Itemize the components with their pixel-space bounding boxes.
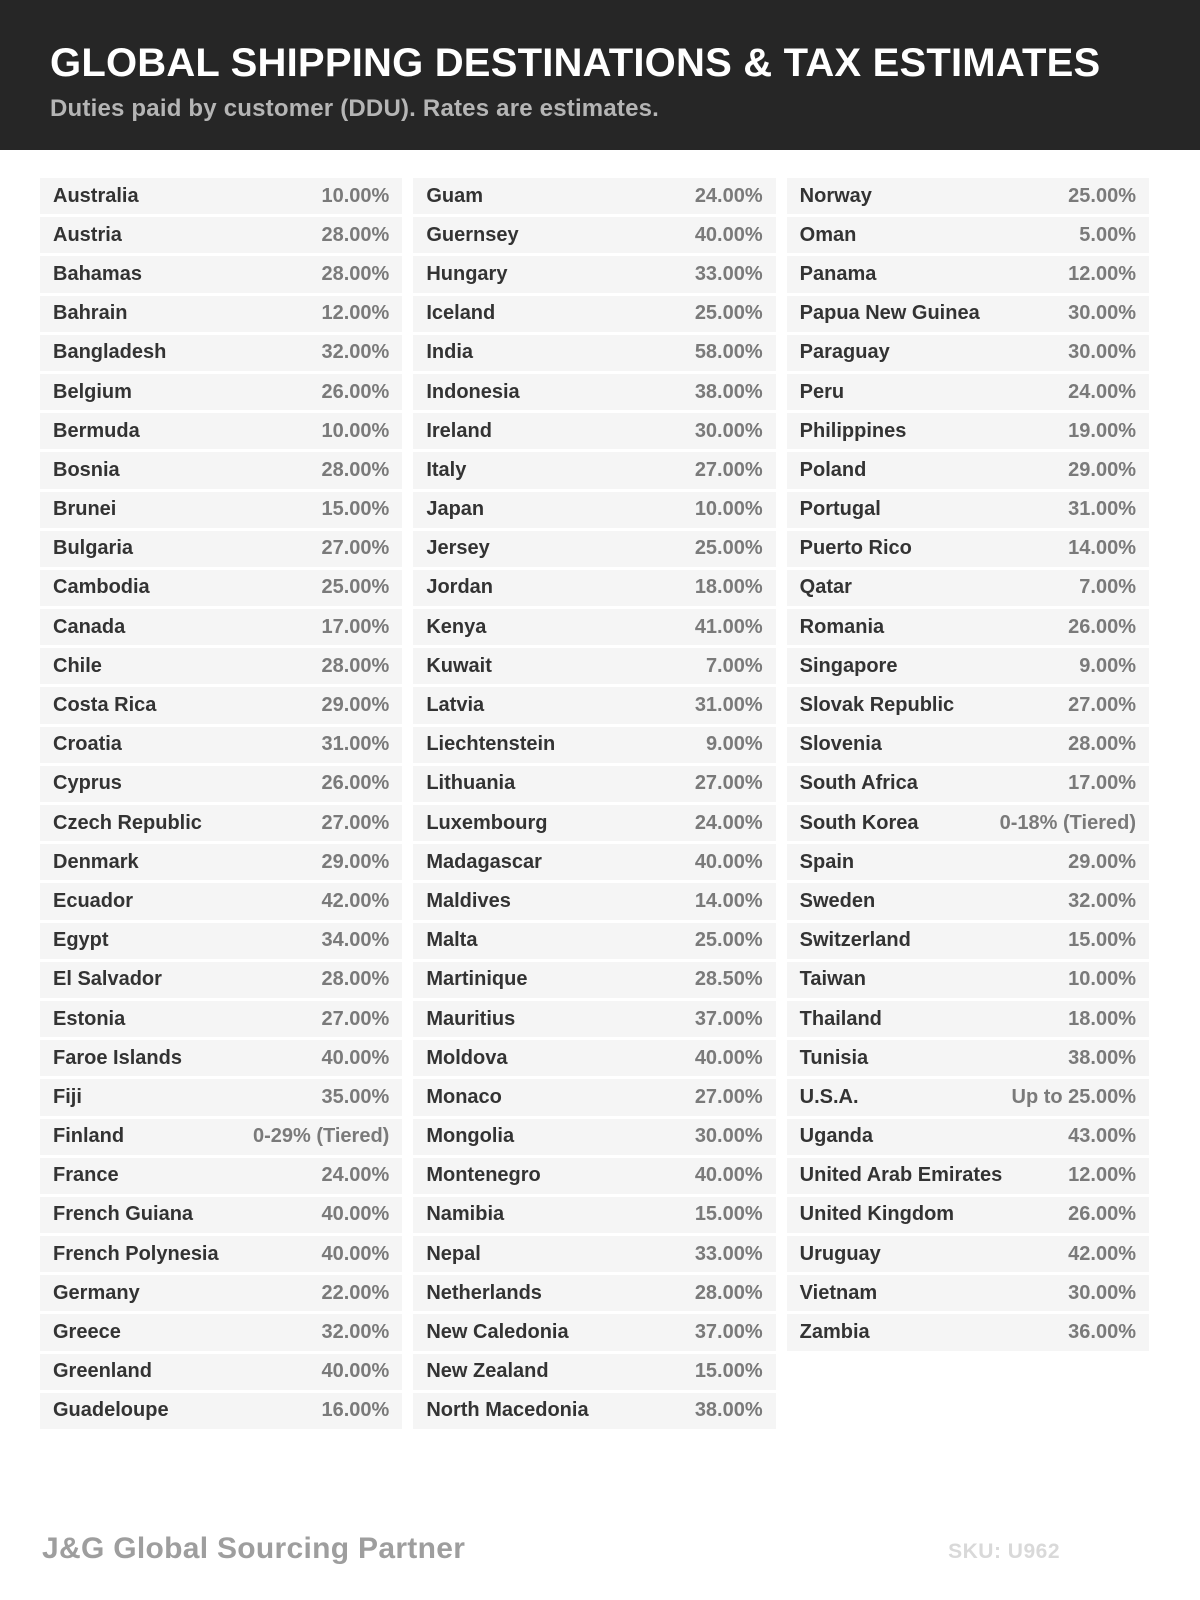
table-row (787, 609, 1149, 645)
table-row (40, 1119, 402, 1155)
tax-rate: 28.00% (694, 1281, 763, 1304)
country-name: Tunisia (799, 1046, 869, 1069)
tax-rate: 31.00% (321, 733, 390, 756)
table-row (413, 1197, 775, 1233)
tax-rate: 28.00% (321, 968, 390, 991)
country-name: Martinique (426, 968, 528, 991)
country-name: Slovenia (799, 733, 882, 756)
tax-rate: 17.00% (321, 615, 390, 638)
table-row (413, 1079, 775, 1115)
table-row (40, 1236, 402, 1272)
table-row (787, 217, 1149, 253)
country-name: Puerto Rico (799, 537, 912, 560)
table-row (40, 609, 402, 645)
table-row (413, 1001, 775, 1037)
country-name: Switzerland (799, 929, 911, 952)
tax-rate: 33.00% (694, 1242, 763, 1265)
tax-rate: 28.50% (694, 968, 763, 991)
table-row (413, 727, 775, 763)
country-name: Qatar (799, 576, 852, 599)
tax-rate: 14.00% (1068, 537, 1136, 560)
table-row (787, 1158, 1149, 1194)
country-name: Indonesia (426, 380, 520, 403)
table-row (413, 1314, 775, 1350)
tax-rate: 30.00% (1068, 1281, 1136, 1304)
country-name: Paraguay (799, 341, 890, 364)
table-row (40, 1314, 402, 1350)
tax-rate: 17.00% (1068, 772, 1136, 795)
tax-rate: 40.00% (321, 1203, 390, 1226)
country-name: Guam (426, 184, 484, 207)
country-name: Panama (799, 262, 877, 285)
table-row (40, 374, 402, 410)
table-row (413, 217, 775, 253)
table-row (413, 178, 775, 214)
table-row (413, 883, 775, 919)
tax-rate: 26.00% (1068, 1203, 1136, 1226)
tax-rate: 32.00% (321, 341, 390, 364)
country-name: Jersey (426, 537, 490, 560)
tax-rate: 9.00% (1079, 654, 1136, 677)
tax-rate: 27.00% (321, 537, 390, 560)
tax-rate: 24.00% (694, 184, 763, 207)
country-name: Romania (799, 615, 885, 638)
country-name: Croatia (53, 733, 122, 756)
country-name: Latvia (426, 694, 485, 717)
table-row (413, 335, 775, 371)
tax-rate: 9.00% (705, 733, 763, 756)
table-row (787, 531, 1149, 567)
country-name: Brunei (53, 498, 117, 521)
table-row (40, 1197, 402, 1233)
table-row (413, 492, 775, 528)
country-name: Nepal (426, 1242, 481, 1265)
table-row (40, 648, 402, 684)
tax-rate: 40.00% (321, 1046, 390, 1069)
table-row (787, 1275, 1149, 1311)
country-name: Bahamas (53, 262, 142, 285)
tax-rate: 38.00% (1068, 1046, 1136, 1069)
table-row (40, 531, 402, 567)
table-row (40, 452, 402, 488)
country-name: Australia (53, 184, 139, 207)
table-row (413, 531, 775, 567)
table-row (787, 296, 1149, 332)
country-name: South Korea (799, 811, 919, 834)
tax-rate: 25.00% (694, 537, 763, 560)
country-name: Egypt (53, 929, 109, 952)
country-name: Cyprus (53, 772, 122, 795)
country-name: Netherlands (426, 1281, 542, 1304)
table-row (787, 805, 1149, 841)
table-row (40, 570, 402, 606)
table-row (40, 1001, 402, 1037)
header-banner (0, 0, 1200, 150)
tax-rate: 30.00% (694, 419, 763, 442)
tax-rate: 7.00% (705, 654, 763, 677)
tax-rate: 42.00% (321, 889, 390, 912)
country-name: Norway (799, 184, 872, 207)
table-row (413, 609, 775, 645)
country-name: Luxembourg (426, 811, 548, 834)
table-row (413, 1119, 775, 1155)
page-subtitle: Duties paid by customer (DDU). Rates are estimates. (50, 94, 660, 122)
country-name: Kuwait (426, 654, 492, 677)
country-name: Bangladesh (53, 341, 167, 364)
tax-rate: 33.00% (694, 262, 763, 285)
tax-rate: 28.00% (321, 223, 390, 246)
country-name: Mauritius (426, 1007, 516, 1030)
table-row (787, 413, 1149, 449)
country-name: North Macedonia (426, 1399, 589, 1422)
country-name: Spain (799, 850, 855, 873)
table-row (40, 1158, 402, 1194)
table-row (787, 374, 1149, 410)
table-row (40, 492, 402, 528)
country-name: Fiji (53, 1085, 82, 1108)
table-row (787, 1197, 1149, 1233)
tax-rate: 16.00% (321, 1399, 390, 1422)
tax-rate: 24.00% (1068, 380, 1136, 403)
tax-rate: 18.00% (1068, 1007, 1136, 1030)
tax-rate: 28.00% (321, 458, 390, 481)
country-name: Greenland (53, 1360, 152, 1383)
tax-rate: 30.00% (1068, 302, 1136, 325)
table-row (787, 766, 1149, 802)
country-name: Madagascar (426, 850, 542, 873)
country-name: Bosnia (53, 458, 120, 481)
table-row (787, 1314, 1149, 1350)
country-name: Sweden (799, 889, 876, 912)
country-name: Czech Republic (53, 811, 202, 834)
tax-rate: 40.00% (694, 1046, 763, 1069)
tax-rate: 37.00% (694, 1007, 763, 1030)
rates-column-1 (40, 178, 402, 1432)
tax-rate: 29.00% (321, 694, 390, 717)
table-row (787, 335, 1149, 371)
country-name: Lithuania (426, 772, 516, 795)
rates-column-3 (787, 178, 1149, 1354)
table-row (787, 844, 1149, 880)
table-row (787, 1119, 1149, 1155)
country-name: Maldives (426, 889, 511, 912)
country-name: India (426, 341, 473, 364)
table-row (787, 648, 1149, 684)
country-name: Liechtenstein (426, 733, 556, 756)
table-row (40, 1275, 402, 1311)
table-row (40, 687, 402, 723)
table-row (40, 727, 402, 763)
country-name: Greece (53, 1321, 121, 1344)
tax-rate: 22.00% (321, 1281, 390, 1304)
country-name: Finland (53, 1125, 125, 1148)
country-name: French Polynesia (53, 1242, 219, 1265)
country-name: Bahrain (53, 302, 128, 325)
rates-table (40, 178, 1149, 1432)
tax-rate: 40.00% (321, 1242, 390, 1265)
country-name: Taiwan (799, 968, 866, 991)
tax-rate: 24.00% (694, 811, 763, 834)
country-name: Uruguay (799, 1242, 881, 1265)
table-row (40, 1393, 402, 1429)
tax-rate: 29.00% (1068, 458, 1136, 481)
table-row (413, 1393, 775, 1429)
country-name: Zambia (799, 1321, 870, 1344)
tax-rate: 28.00% (1068, 733, 1136, 756)
page-title: GLOBAL SHIPPING DESTINATIONS & TAX ESTIMATES (50, 40, 1101, 85)
table-row (413, 570, 775, 606)
tax-rate: 35.00% (321, 1085, 390, 1108)
tax-rate: 30.00% (694, 1125, 763, 1148)
sku-label: SKU: U962 (948, 1540, 1060, 1563)
table-row (40, 962, 402, 998)
tax-rate: 25.00% (1068, 184, 1136, 207)
table-row (40, 766, 402, 802)
table-row (787, 923, 1149, 959)
tax-rate: 38.00% (694, 1399, 763, 1422)
tax-rate: 38.00% (694, 380, 763, 403)
tax-rate: 40.00% (694, 223, 763, 246)
tax-rate: 26.00% (1068, 615, 1136, 638)
tax-rate: 27.00% (694, 1085, 763, 1108)
tax-rate: 26.00% (321, 380, 390, 403)
country-name: Philippines (799, 419, 907, 442)
tax-rate: 42.00% (1068, 1242, 1136, 1265)
table-row (413, 844, 775, 880)
table-row (40, 256, 402, 292)
tax-rate: 58.00% (694, 341, 763, 364)
brand-name: J&G Global Sourcing Partner (42, 1532, 466, 1565)
tax-rate: 25.00% (694, 302, 763, 325)
table-row (787, 1001, 1149, 1037)
table-row (413, 687, 775, 723)
country-name: Ecuador (53, 889, 134, 912)
table-row (413, 923, 775, 959)
table-row (40, 923, 402, 959)
tax-rate: 7.00% (1079, 576, 1136, 599)
table-row (413, 805, 775, 841)
tax-rate: 25.00% (694, 929, 763, 952)
table-row (413, 766, 775, 802)
table-row (40, 844, 402, 880)
country-name: Montenegro (426, 1164, 541, 1187)
country-name: Namibia (426, 1203, 505, 1226)
tax-rate: 37.00% (694, 1321, 763, 1344)
table-row (40, 1040, 402, 1076)
tax-rate: 27.00% (321, 811, 390, 834)
table-row (787, 727, 1149, 763)
table-row (413, 962, 775, 998)
table-row (413, 413, 775, 449)
tax-rate: 28.00% (321, 654, 390, 677)
country-name: New Caledonia (426, 1321, 569, 1344)
tax-rate: 30.00% (1068, 341, 1136, 364)
country-name: Uganda (799, 1125, 873, 1148)
country-name: United Arab Emirates (799, 1164, 1003, 1187)
table-row (787, 962, 1149, 998)
tax-rate: 10.00% (321, 184, 390, 207)
tax-rate: 28.00% (321, 262, 390, 285)
country-name: Singapore (799, 654, 898, 677)
country-name: Guernsey (426, 223, 519, 246)
country-name: Thailand (799, 1007, 882, 1030)
country-name: South Africa (799, 772, 918, 795)
tax-rate: 18.00% (694, 576, 763, 599)
tax-rate: 27.00% (694, 458, 763, 481)
tax-rate: 15.00% (694, 1203, 763, 1226)
country-name: Japan (426, 498, 485, 521)
table-row (787, 452, 1149, 488)
table-row (40, 805, 402, 841)
table-row (413, 1236, 775, 1272)
country-name: Jordan (426, 576, 494, 599)
tax-rate: 40.00% (694, 850, 763, 873)
tax-rate: 29.00% (1068, 850, 1136, 873)
country-name: Malta (426, 929, 478, 952)
country-name: Germany (53, 1281, 140, 1304)
country-name: Austria (53, 223, 122, 246)
table-row (413, 452, 775, 488)
table-row (413, 256, 775, 292)
tax-rate: 10.00% (321, 419, 390, 442)
tax-rate: 31.00% (694, 694, 763, 717)
country-name: Vietnam (799, 1281, 878, 1304)
country-name: Costa Rica (53, 694, 157, 717)
tax-rate: 27.00% (694, 772, 763, 795)
rates-column-2 (413, 178, 775, 1432)
country-name: Italy (426, 458, 467, 481)
tax-rate: 5.00% (1079, 223, 1136, 246)
table-row (40, 335, 402, 371)
tax-rate: 0-18% (Tiered) (999, 811, 1136, 834)
tax-rate: 15.00% (1068, 929, 1136, 952)
table-row (413, 296, 775, 332)
country-name: French Guiana (53, 1203, 194, 1226)
country-name: Oman (799, 223, 857, 246)
country-name: Bermuda (53, 419, 140, 442)
tax-rate: 10.00% (694, 498, 763, 521)
tax-rate: 34.00% (321, 929, 390, 952)
table-row (787, 1236, 1149, 1272)
table-row (40, 413, 402, 449)
table-row (40, 883, 402, 919)
country-name: Iceland (426, 302, 496, 325)
table-row (413, 1354, 775, 1390)
tax-rate: 40.00% (694, 1164, 763, 1187)
country-name: Guadeloupe (53, 1399, 169, 1422)
tax-rate: 27.00% (321, 1007, 390, 1030)
country-name: Portugal (799, 498, 881, 521)
table-row (787, 883, 1149, 919)
table-row (413, 1275, 775, 1311)
country-name: Monaco (426, 1085, 502, 1108)
tax-rate: 31.00% (1068, 498, 1136, 521)
table-row (413, 648, 775, 684)
table-row (40, 296, 402, 332)
country-name: Moldova (426, 1046, 508, 1069)
country-name: El Salvador (53, 968, 162, 991)
tax-rate: 32.00% (321, 1321, 390, 1344)
tax-rate: 14.00% (694, 889, 763, 912)
tax-rate: 12.00% (321, 302, 390, 325)
tax-rate: 36.00% (1068, 1321, 1136, 1344)
table-row (413, 1040, 775, 1076)
tax-rate: 24.00% (321, 1164, 390, 1187)
tax-rate: 12.00% (1068, 262, 1136, 285)
country-name: Peru (799, 380, 845, 403)
footer (42, 1532, 1060, 1566)
table-row (787, 256, 1149, 292)
table-row (40, 1079, 402, 1115)
table-row (787, 178, 1149, 214)
table-row (413, 374, 775, 410)
country-name: Faroe Islands (53, 1046, 182, 1069)
tax-rate: 32.00% (1068, 889, 1136, 912)
country-name: Canada (53, 615, 126, 638)
country-name: Denmark (53, 850, 139, 873)
country-name: Ireland (426, 419, 492, 442)
table-row (787, 492, 1149, 528)
country-name: Cambodia (53, 576, 150, 599)
table-row (40, 217, 402, 253)
country-name: Mongolia (426, 1125, 515, 1148)
country-name: Kenya (426, 615, 487, 638)
table-row (413, 1158, 775, 1194)
tax-rate: 26.00% (321, 772, 390, 795)
table-row (40, 178, 402, 214)
country-name: France (53, 1164, 119, 1187)
tax-rate: 43.00% (1068, 1125, 1136, 1148)
tax-rate: 10.00% (1068, 968, 1136, 991)
tax-rate: 40.00% (321, 1360, 390, 1383)
country-name: Papua New Guinea (799, 302, 980, 325)
tax-rate: 19.00% (1068, 419, 1136, 442)
country-name: Hungary (426, 262, 508, 285)
table-row (787, 570, 1149, 606)
country-name: New Zealand (426, 1360, 549, 1383)
table-row (787, 687, 1149, 723)
tax-rate: Up to 25.00% (1011, 1085, 1136, 1108)
country-name: U.S.A. (799, 1085, 859, 1108)
tax-rate: 15.00% (694, 1360, 763, 1383)
table-row (787, 1040, 1149, 1076)
tax-rate: 29.00% (321, 850, 390, 873)
tax-rate: 27.00% (1068, 694, 1136, 717)
country-name: Poland (799, 458, 867, 481)
tax-rate: 25.00% (321, 576, 390, 599)
country-name: Chile (53, 654, 102, 677)
tax-rate: 15.00% (321, 498, 390, 521)
country-name: United Kingdom (799, 1203, 955, 1226)
tax-rate: 41.00% (694, 615, 763, 638)
tax-rate: 12.00% (1068, 1164, 1136, 1187)
table-row (787, 1079, 1149, 1115)
table-row (40, 1354, 402, 1390)
tax-rate: 0-29% (Tiered) (252, 1125, 390, 1148)
country-name: Belgium (53, 380, 132, 403)
country-name: Estonia (53, 1007, 126, 1030)
country-name: Bulgaria (53, 537, 134, 560)
country-name: Slovak Republic (799, 694, 955, 717)
